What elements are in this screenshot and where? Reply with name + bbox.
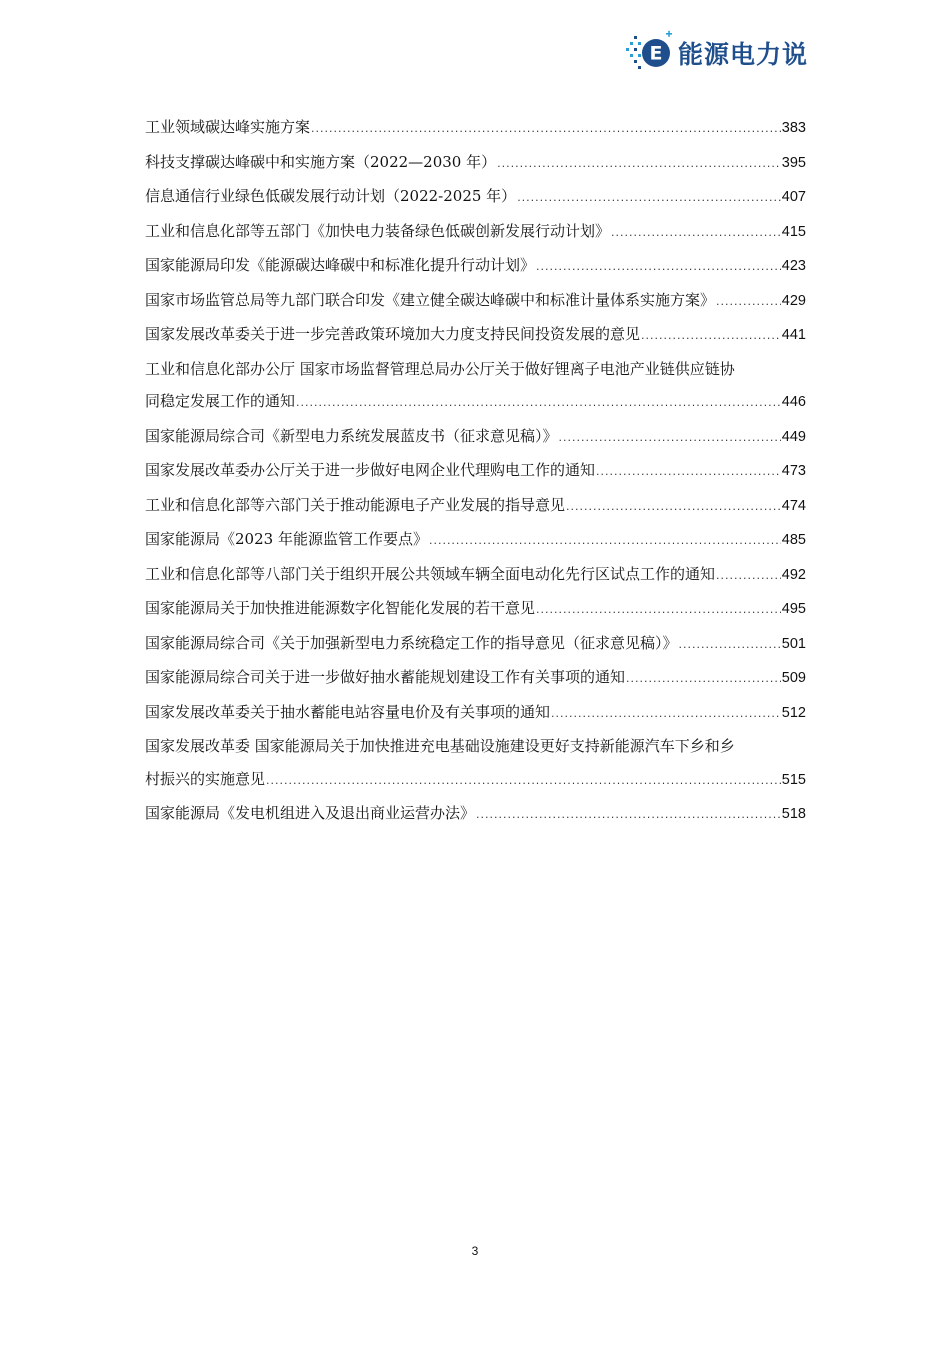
toc-entry-page: 446 [781,394,806,410]
toc-entry-title: 国家能源局《2023 年能源监管工作要点》 [145,530,428,548]
toc-entry-title: 国家市场监管总局等九部门联合印发《建立健全碳达峰碳中和标准计量体系实施方案》 [145,290,716,309]
toc-entry-title: 国家能源局综合司关于进一步做好抽水蓄能规划建设工作有关事项的通知 [145,668,626,686]
toc-entry-page: 473 [781,463,806,479]
toc-entry-page: 501 [781,635,806,652]
toc-dot-leader [311,113,781,146]
toc-entry[interactable] [145,111,806,146]
logo-letter: E [649,42,663,65]
toc-entry-title: 工业和信息化部等八部门关于组织开展公共领域车辆全面电动化先行区试点工作的通知 [145,564,716,583]
toc-entry[interactable] [145,627,806,662]
toc-entry[interactable] [145,180,806,215]
toc-dot-leader [536,594,781,627]
toc-entry-title: 工业和信息化部等六部门关于推动能源电子产业发展的指导意见 [145,495,566,514]
toc-entry-title: 工业和信息化部办公厅 国家市场监督管理总局办公厅关于做好锂离子电池产业链供应链协 [145,359,735,378]
brand-logo-icon [626,30,672,76]
toc-dot-leader [596,456,781,489]
toc-entry[interactable] [145,353,806,420]
toc-dot-leader [559,422,781,455]
toc-entry-page: 423 [781,258,806,274]
toc-entry-title: 信息通信行业绿色低碳发展行动计划（2022-2025 年） [145,187,517,205]
toc-dot-leader [497,148,781,181]
toc-entry-page: 495 [781,601,806,617]
page-number: 3 [471,1244,479,1258]
toc-entry[interactable] [145,696,806,731]
toc-dot-leader [429,525,781,558]
toc-entry-page: 383 [781,120,806,136]
toc-entry-page: 492 [781,566,806,583]
toc-entry[interactable] [145,730,806,797]
toc-entry-title: 国家能源局《发电机组进入及退出商业运营办法》 [145,804,476,822]
brand-name: 能源电力说 [677,40,808,69]
toc-entry-page: 509 [781,670,806,686]
toc-entry-title: 国家能源局综合司《新型电力系统发展蓝皮书（征求意见稿）》 [145,426,558,445]
toc-entry[interactable] [145,558,806,593]
toc-entry-page: 395 [781,154,806,171]
toc-dot-leader [716,560,781,593]
toc-entry[interactable] [145,318,806,353]
toc-entry-page: 441 [781,327,806,343]
toc-entry-page: 518 [781,806,806,822]
toc-entry[interactable] [145,249,806,284]
toc-dot-leader [296,387,781,420]
toc-dot-leader [566,491,781,524]
toc-entry[interactable] [145,215,806,250]
toc-entry-title: 国家发展改革委关于进一步完善政策环境加大力度支持民间投资发展的意见 [145,325,641,343]
toc-entry-page: 474 [781,497,806,514]
toc-dot-leader [679,629,781,662]
toc-dot-leader [476,799,781,832]
toc-entry[interactable] [145,284,806,319]
toc-dot-leader [551,698,781,731]
toc-entry-title: 国家能源局印发《能源碳达峰碳中和标准化提升行动计划》 [145,256,536,274]
toc-entry-page: 429 [781,292,806,309]
toc-dot-leader [611,217,781,250]
toc-entry-title: 工业和信息化部等五部门《加快电力装备绿色低碳创新发展行动计划》 [145,221,611,240]
toc-entry-title: 国家能源局综合司《关于加强新型电力系统稳定工作的指导意见（征求意见稿）》 [145,633,678,652]
toc-entry-title: 科技支撑碳达峰碳中和实施方案（2022—2030 年） [145,152,497,171]
toc-dot-leader [716,286,781,319]
toc-entry-title: 国家发展改革委办公厅关于进一步做好电网企业代理购电工作的通知 [145,461,596,479]
toc-dot-leader [626,663,781,696]
toc-entry-page: 415 [781,223,806,240]
toc-entry-page: 512 [781,704,806,721]
toc-dot-leader [641,320,781,353]
toc-entry[interactable] [145,454,806,489]
toc-entry-title: 同稳定发展工作的通知 [145,392,296,410]
toc-entry-page: 485 [781,532,806,548]
toc-entry[interactable] [145,797,806,832]
brand-logo [626,30,808,76]
toc-entry[interactable] [145,661,806,696]
toc-entry[interactable] [145,592,806,627]
toc-entry-title: 国家发展改革委 国家能源局关于加快推进充电基础设施建设更好支持新能源汽车下乡和乡 [145,737,735,755]
toc-dot-leader [536,251,781,284]
toc-entry-page: 515 [781,771,806,788]
toc-entry-title: 国家能源局关于加快推进能源数字化智能化发展的若干意见 [145,599,536,617]
toc-dot-leader [266,765,781,798]
toc-entry-page: 449 [781,428,806,445]
toc-entry-title: 国家发展改革委关于抽水蓄能电站容量电价及有关事项的通知 [145,702,551,721]
toc-entry-page: 407 [781,189,806,205]
toc-entry-title: 工业领域碳达峰实施方案 [145,118,311,136]
toc-entry[interactable] [145,146,806,181]
toc-entry[interactable] [145,420,806,455]
toc-entry-title: 村振兴的实施意见 [145,769,266,788]
toc-dot-leader [517,182,781,215]
toc-entry[interactable] [145,523,806,558]
table-of-contents [145,111,806,832]
toc-entry[interactable] [145,489,806,524]
